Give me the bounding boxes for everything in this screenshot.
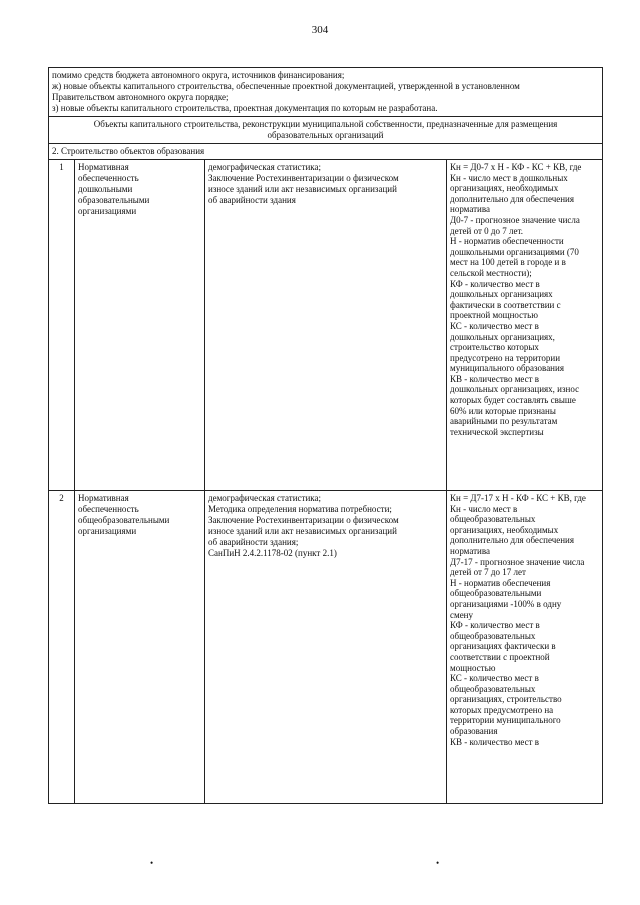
name-line: дошкольными [78,184,133,194]
footer-mark: • [150,858,154,868]
formula-line: организациях, необходимых [450,183,559,194]
name-line: Нормативная [78,493,129,503]
page-number: 304 [311,24,329,36]
formula-line: организациях, необходимых [450,524,559,535]
indicator-name [75,491,205,804]
name-line: обеспеченность [78,173,139,183]
formula-line: организациях, строительство [450,694,562,705]
formula-line: смену [450,609,474,620]
formula-line: Д7-17 - прогнозное значение числа [450,556,585,567]
footer-mark: • [436,858,440,868]
name-line: образовательными [78,195,150,205]
sources-line: Методика определения норматива потребности; [208,504,392,514]
table-heading-line: Объекты капитального строительства, реконструкции муниципальной собственности, предназначенные для размещения [93,119,558,129]
formula-line: детей от 7 до 17 лет [450,567,526,578]
formula-line: дошкольными организациями (70 [450,246,579,257]
section-row [49,144,603,160]
formula-line: аварийными по результатам [450,416,558,427]
formula-line: норматива [450,545,490,556]
table-heading-line: образовательных организаций [267,130,384,140]
formula-line: дополнительно для обеспечения [450,193,575,204]
formula-line: дошкольных организациях [450,289,553,300]
formula-line: соответствии с проектной [450,651,550,662]
intro-row [49,68,603,117]
sources-line: СанПиН 2.4.2.1178-02 (пункт 2.1) [208,548,337,558]
sources-line: демографическая статистика; [208,493,321,503]
name-line: общеобразовательными [78,515,170,525]
sources-line: Заключение Ростехинвентаризации о физическом [208,515,399,525]
formula-line: КФ - количество мест в [450,278,540,289]
formula-line: Н - норматив обеспеченности [450,236,564,247]
formula-line: сельской местности); [450,267,532,278]
formula-line: строительство которых [450,342,539,353]
data-sources [205,491,447,804]
formula-line: общеобразовательными [450,588,542,599]
formula-line: муниципального образования [450,363,564,374]
sources-line: износе зданий или акт независимых организаций [208,526,397,536]
table-row [49,160,603,491]
formula-line: дополнительно для обеспечения [450,535,575,546]
data-sources [205,160,447,491]
formula-line: КФ - количество мест в [450,620,540,631]
intro-line: з) новые объекты капитального строительства, проектная документация по которым не разработана. [52,103,438,113]
intro-line: ж) новые объекты капитального строительства, обеспеченные проектной документацией, утвержденной в установленном [52,81,520,91]
formula-line: организациях фактически в [450,641,556,652]
formula-line: Кн - число мест в дошкольных [450,172,568,183]
formula-line: дошкольных организациях, [450,331,555,342]
formula-line: территории муниципального [450,715,561,726]
name-line: организациями [78,206,137,216]
formula-line: технической экспертизы [450,426,544,437]
table-row [49,491,603,804]
formula-line: общеобразовательных [450,514,536,525]
sources-line: об аварийности здания [208,195,296,205]
formula-line: которых будет составлять свыше [450,395,576,406]
formula-line: детей от 0 до 7 лет. [450,225,523,236]
sources-line: об аварийности здания; [208,537,299,547]
formula-line: образования [450,726,498,737]
calculation-formula [447,160,603,491]
formula-line: дошкольных организациях, износ [450,384,580,395]
name-line: организациями [78,526,137,536]
formula-line: Кн - число мест в [450,503,518,514]
formula-line: мощностью [450,662,496,673]
formula-line: КВ - количество мест в [450,736,540,747]
section-title: 2. Строительство объектов образования [49,144,603,160]
formula-line: норматива [450,204,490,215]
formula-line: организациями -100% в одну [450,598,562,609]
formula-line: КВ - количество мест в [450,373,540,384]
formula-line: мест на 100 детей в городе и в [450,257,566,268]
formula-line: Кн = Д0-7 х Н - КФ - КС + КВ, где [450,162,582,172]
name-line: обеспеченность [78,504,139,514]
formula-line: Д0-7 - прогнозное значение числа [450,214,580,225]
sources-line: демографическая статистика; [208,162,321,172]
sources-line: износе зданий или акт независимых организаций [208,184,397,194]
row-number: 2 [49,491,75,804]
formula-line: которых предусмотрено на [450,704,554,715]
formula-line: предусотрено на территории [450,352,561,363]
indicator-name [75,160,205,491]
formula-line: Кн = Д7-17 х Н - КФ - КС + КВ, где [450,493,586,503]
sources-line: Заключение Ростехинвентаризации о физическом [208,173,399,183]
formula-line: Н - норматив обеспечения [450,577,551,588]
formula-line: 60% или которые признаны [450,405,556,416]
formula-line: фактически в соответствии с [450,299,561,310]
intro-text [49,68,603,117]
formula-line: КС - количество мест в [450,320,539,331]
table-heading [49,117,603,144]
formula-line: общеобразовательных [450,630,536,641]
intro-line: Правительством автономного округа порядке; [52,92,229,102]
heading-row [49,117,603,144]
formula-line: проектной мощностью [450,310,538,321]
intro-line: помимо средств бюджета автономного округа, источников финансирования; [52,70,345,80]
row-number: 1 [49,160,75,491]
planning-table [48,67,603,804]
name-line: Нормативная [78,162,129,172]
calculation-formula [447,491,603,804]
formula-line: общеобразовательных [450,683,536,694]
formula-line: КС - количество мест в [450,673,539,684]
